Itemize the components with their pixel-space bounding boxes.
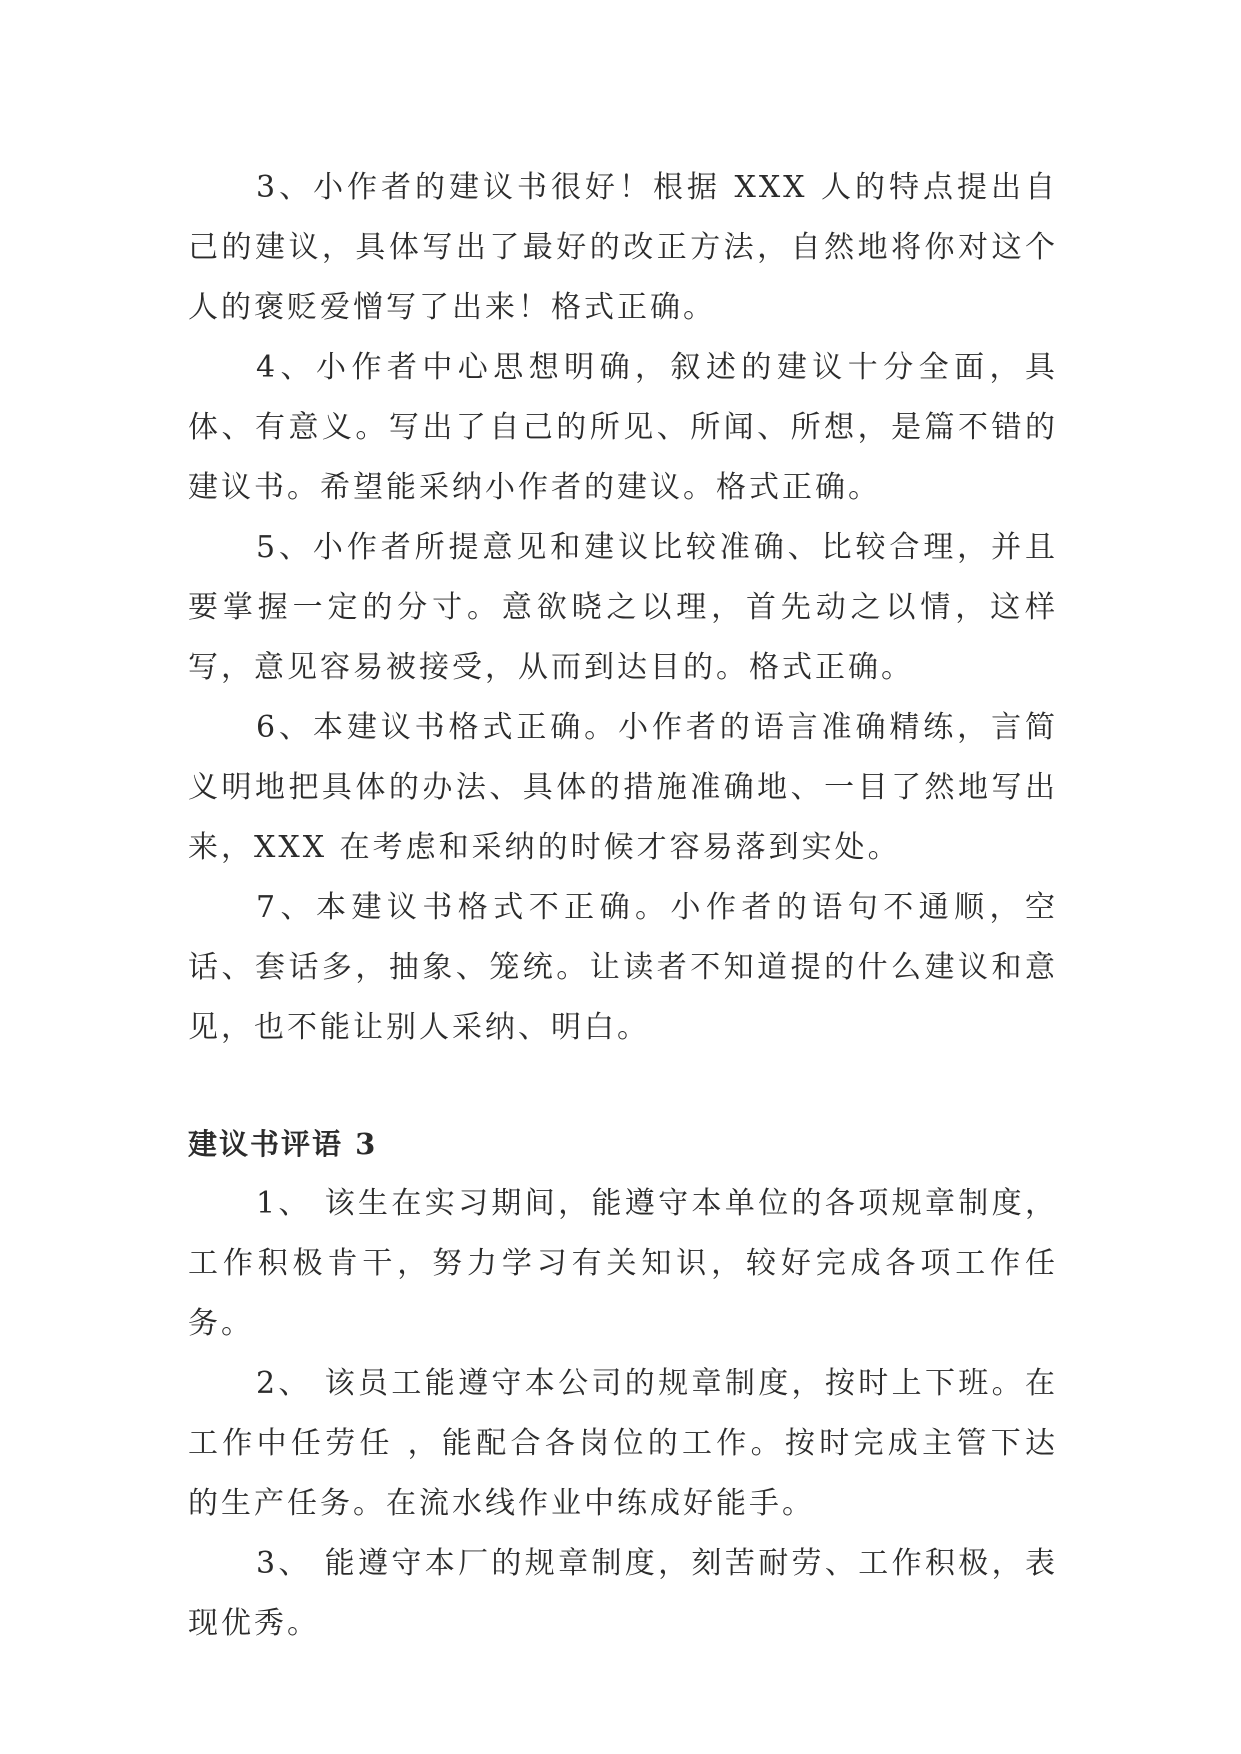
comment-paragraph: 4、小作者中心思想明确，叙述的建议十分全面，具体、有意义。写出了自己的所见、所闻、所想，是篇不错的建议书。希望能采纳小作者的建议。格式正确。 bbox=[188, 350, 1058, 505]
document-body bbox=[188, 158, 1058, 1654]
section-heading: 建议书评语 3 bbox=[188, 1127, 378, 1161]
comment-paragraph: 5、小作者所提意见和建议比较准确、比较合理，并且要掌握一定的分寸。意欲晓之以理，首先动之以情，这样写，意见容易被接受，从而到达目的。格式正确。 bbox=[188, 530, 1058, 685]
comment-paragraph: 3、小作者的建议书很好！根据 XXX 人的特点提出自己的建议，具体写出了最好的改正方法，自然地将你对这个人的褒贬爱憎写了出来！格式正确。 bbox=[188, 170, 1058, 325]
comment-paragraph: 2、 该员工能遵守本公司的规章制度，按时上下班。在工作中任劳任 ，能配合各岗位的工作。按时完成主管下达的生产任务。在流水线作业中练成好能手。 bbox=[188, 1366, 1058, 1521]
comment-paragraph: 1、 该生在实习期间，能遵守本单位的各项规章制度，工作积极肯干，努力学习有关知识，较好完成各项工作任务。 bbox=[188, 1186, 1058, 1341]
comment-paragraph: 3、 能遵守本厂的规章制度，刻苦耐劳、工作积极，表现优秀。 bbox=[188, 1546, 1058, 1641]
comment-paragraph: 6、本建议书格式正确。小作者的语言准确精练，言简义明地把具体的办法、具体的措施准确地、一目了然地写出来，XXX 在考虑和采纳的时候才容易落到实处。 bbox=[188, 710, 1058, 865]
comment-paragraph: 7、本建议书格式不正确。小作者的语句不通顺，空话、套话多，抽象、笼统。让读者不知道提的什么建议和意见，也不能让别人采纳、明白。 bbox=[188, 890, 1058, 1045]
